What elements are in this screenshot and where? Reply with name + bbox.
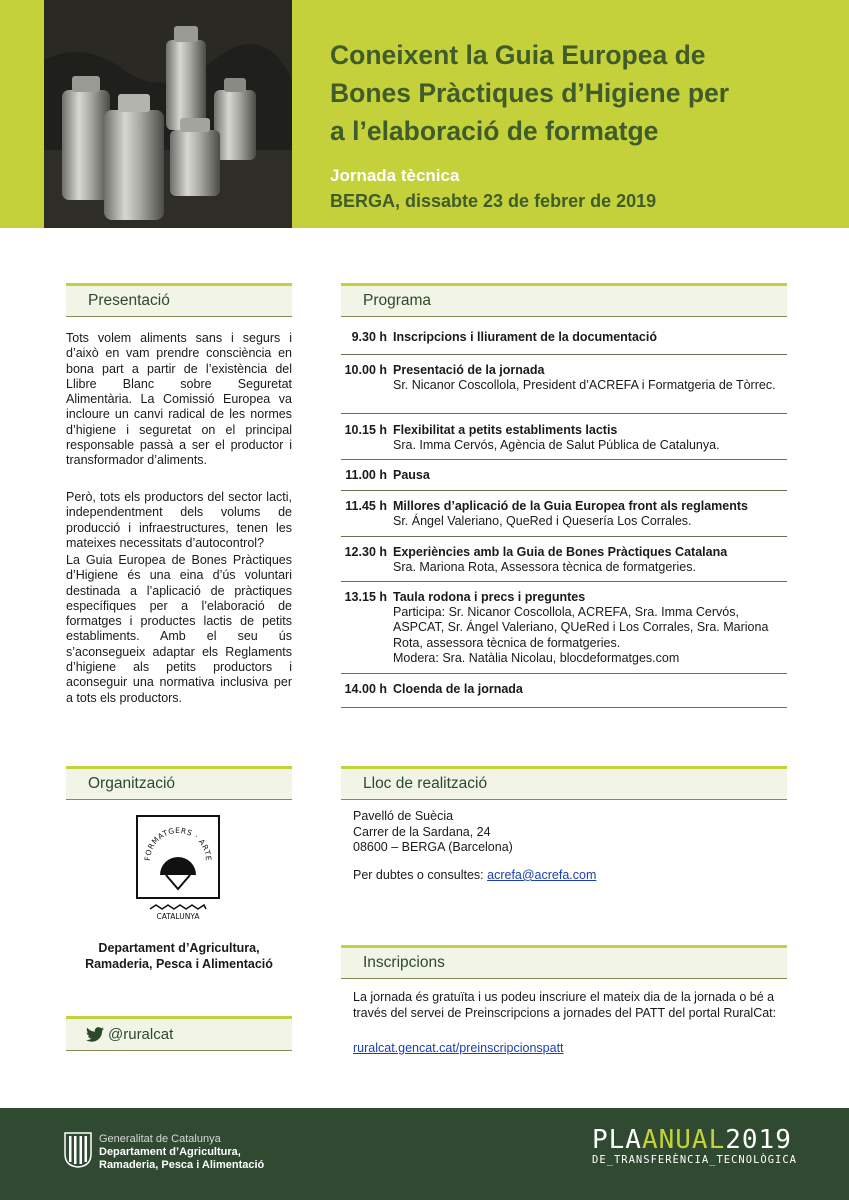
program-item (341, 358, 787, 414)
program-item (341, 540, 787, 582)
programa-heading (341, 283, 787, 317)
program-item (341, 463, 787, 491)
pla-anual-year: 2019 (725, 1125, 792, 1155)
event-date: BERGA, dissabte 23 de febrer de 2019 (330, 191, 657, 211)
program-item (341, 677, 787, 708)
program-time: 11.45 h (345, 499, 387, 513)
program-time: 11.00 h (345, 468, 387, 482)
inscripcions-heading (341, 945, 787, 979)
presentacio-paragraph: Tots volem aliments sans i segurs i d’això en vam prendre consciència en bona part a partir de l’existència del Llibre Blanc sobre Seguretat Alimentària. La Comissió Europea va incloure un canvi radical de les normes d’higiene i seguretat on el principal responsable passà a ser el productor i transformador d’aliments. (66, 331, 292, 468)
pla-anual-logo (592, 1125, 792, 1155)
program-time: 9.30 h (351, 330, 387, 344)
twitter-handle-box[interactable] (66, 1016, 292, 1051)
logo-caption: CATALUNYA (156, 912, 200, 921)
venue-address-line: 08600 – BERGA (Barcelona) (353, 840, 513, 854)
footer-gov-dept: Departament d’Agricultura, (99, 1146, 241, 1158)
venue-address-line: Carrer de la Sardana, 24 (353, 824, 491, 839)
program-item (341, 494, 787, 537)
program-title: Experiències amb la Guia de Bones Pràctiques Catalana (393, 545, 728, 559)
section-heading-label: Organització (88, 775, 176, 792)
contact-email-link[interactable]: acrefa@acrefa.com (487, 868, 597, 882)
logo-arc-text: FORMATGERS · ARTE (142, 825, 214, 862)
pla-anual-word: ANUAL (641, 1125, 726, 1155)
program-time: 10.15 h (344, 423, 387, 437)
footer-gov-dept: Ramaderia, Pesca i Alimentació (99, 1159, 265, 1171)
program-time: 14.00 h (344, 682, 387, 696)
program-title: Pausa (393, 468, 430, 482)
program-time: 12.30 h (344, 545, 387, 559)
section-heading-label: Programa (363, 292, 432, 309)
footer-gov-name: Generalitat de Catalunya (99, 1133, 221, 1145)
presentacio-paragraph: La Guia Europea de Bones Pràctiques d’Higiene és una eina d’ús voluntari destinada a l’aplicació de pràctiques específiques per a l’elaboració de formatges i productes lactis de petits establiments. Amb el seu ús s’aconsegueix adaptar els Reglaments d’higiene als petits productors i aconseguir una normativa inclusiva per a tots els productors. (66, 553, 292, 705)
twitter-handle: @ruralcat (108, 1026, 174, 1043)
program-item (341, 585, 787, 674)
program-item (341, 325, 787, 355)
presentacio-heading (66, 283, 292, 317)
program-title: Presentació de la jornada (393, 363, 545, 377)
program-title: Taula rodona i precs i preguntes (393, 590, 586, 604)
inscripcions-text: La jornada és gratuïta i us podeu inscriure el mateix dia de la jornada o bé a través del servei de Preinscripcions a jornades del PATT del portal RuralCat: (353, 990, 777, 1020)
program-detail: Sr. Ángel Valeriano, QueRed i Quesería Los Corrales. (393, 514, 692, 528)
program-detail-line: Participa: Sr. Nicanor Coscollola, ACREFA, Sra. Imma Cervós, ASPCAT, Sr. Ángel Valeriano, QUeRed i Los Corrales, Sra. Mariona Rota, assessora tècnica de formatgeries. (393, 605, 769, 650)
program-detail: Sra. Mariona Rota, Assessora tècnica de formatgeries. (393, 560, 696, 574)
program-title: Flexibilitat a petits establiments lactis (393, 423, 618, 437)
organitzacio-heading (66, 766, 292, 800)
venue-address-line: Pavelló de Suècia (353, 809, 454, 823)
event-subtitle: Jornada tècnica (330, 166, 460, 185)
organizer-department-line: Ramaderia, Pesca i Alimentació (85, 956, 273, 971)
program-title: Millores d’aplicació de la Guia Europea front als reglaments (393, 499, 748, 513)
contact-line (353, 868, 596, 884)
section-heading-label: Inscripcions (363, 954, 445, 971)
twitter-bird-icon (86, 1027, 104, 1042)
presentacio-paragraph: Però, tots els productors del sector lacti, independentment dels volums de producció i infraestructures, tenen les mateixes necessitats d’autocontrol? (66, 490, 292, 550)
venue-address (353, 809, 513, 856)
section-heading-label: Presentació (88, 292, 170, 309)
registration-link[interactable]: ruralcat.gencat.cat/preinscripcionspatt (353, 1041, 564, 1055)
lloc-heading (341, 766, 787, 800)
pla-anual-subtitle: DE_TRANSFERÈNCIA_TECNOLÒGICA (592, 1154, 798, 1166)
program-detail (393, 605, 785, 666)
program-title: Inscripcions i lliurament de la documentació (393, 330, 657, 344)
program-title: Cloenda de la jornada (393, 682, 523, 696)
formatgers-artesans-logo (136, 815, 220, 921)
program-time: 10.00 h (344, 363, 387, 377)
event-title-line: a l’elaboració de formatge (330, 116, 659, 146)
event-title (330, 36, 830, 150)
generalitat-logo (64, 1132, 92, 1168)
program-item (341, 418, 787, 460)
program-detail: Sra. Imma Cervós, Agència de Salut Pública de Catalunya. (393, 438, 720, 452)
section-heading-label: Lloc de realització (363, 775, 488, 792)
event-title-line: Bones Pràctiques d’Higiene per (330, 78, 730, 108)
event-title-line: Coneixent la Guia Europea de (330, 40, 706, 70)
program-detail: Sr. Nicanor Coscollola, President d’ACREFA i Formatgeria de Tòrrec. (393, 378, 776, 392)
contact-label: Per dubtes o consultes: (353, 868, 484, 882)
program-detail-line: Modera: Sra. Natàlia Nicolau, blocdeformatges.com (393, 650, 680, 665)
program-time: 13.15 h (344, 590, 387, 604)
milk-cans-photo (44, 0, 292, 228)
organizer-department-line: Departament d’Agricultura, (98, 941, 260, 955)
pla-anual-word: PLA (592, 1125, 642, 1155)
organizer-department (66, 941, 292, 972)
